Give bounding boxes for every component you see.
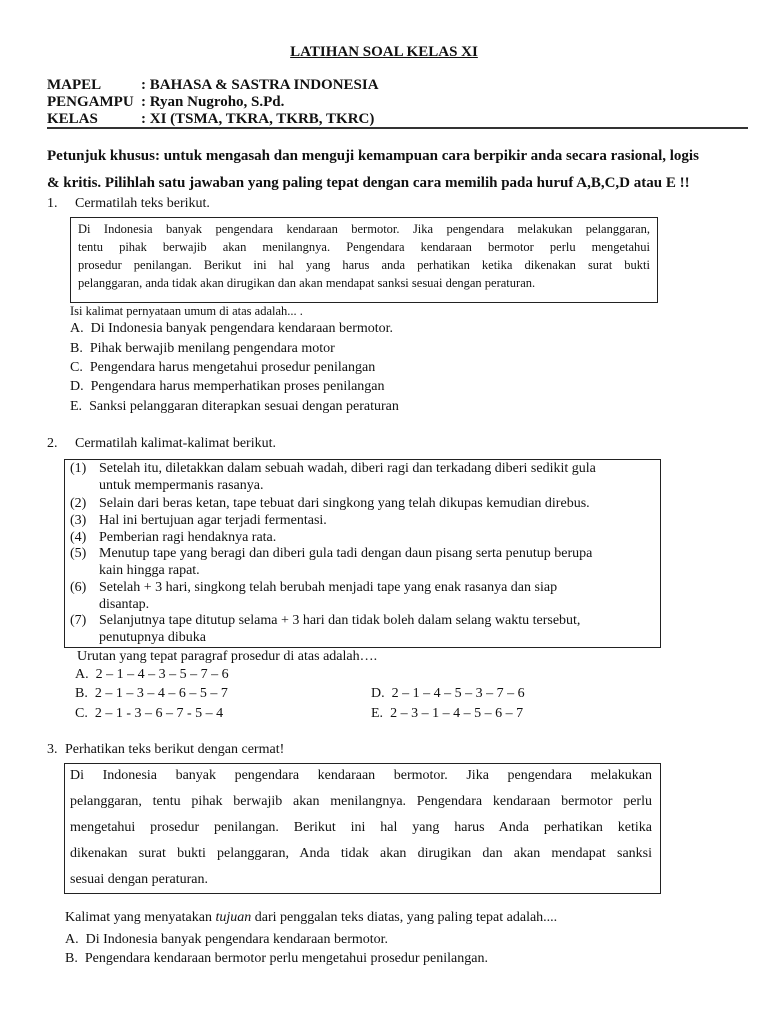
q2-option-b[interactable] bbox=[75, 687, 228, 701]
document-title: LATIHAN SOAL KELAS XI bbox=[290, 44, 478, 60]
option-text: 2 – 1 – 4 – 5 – 3 – 7 – 6 bbox=[391, 686, 525, 701]
q2-option-e[interactable] bbox=[371, 707, 523, 721]
q2-item-line: disantap. bbox=[99, 597, 150, 612]
q1-option-a[interactable] bbox=[70, 322, 393, 336]
q3-text-line: mengetahui prosedur penilangan. Berikut ini hal yang harus Anda perhatikan ketika bbox=[70, 820, 652, 835]
option-letter: E. bbox=[70, 399, 83, 414]
q2-item-num: (3) bbox=[70, 513, 87, 528]
q2-item-line: Selanjutnya tape ditutup selama + 3 hari dan tidak boleh dalam selang waktu tersebut, bbox=[99, 613, 581, 628]
q2-item-num: (4) bbox=[70, 530, 87, 545]
option-text: 2 – 1 – 3 – 4 – 6 – 5 – 7 bbox=[94, 686, 228, 701]
q2-question: Urutan yang tepat paragraf prosedur di atas adalah…. bbox=[77, 649, 378, 664]
header-value-pengampu: : Ryan Nugroho, S.Pd. bbox=[141, 94, 285, 110]
q2-item-line: Menutup tape yang beragi dan diberi gula tadi dengan daun pisang serta penutup berupa bbox=[99, 546, 593, 561]
q1-text-line: Di Indonesia banyak pengendara kendaraan bermotor. Jika pengendara melakukan pelanggaran, bbox=[78, 222, 650, 236]
option-text: 2 – 3 – 1 – 4 – 5 – 6 – 7 bbox=[390, 706, 524, 721]
header-divider bbox=[47, 127, 748, 129]
q2-item-num: (5) bbox=[70, 546, 87, 561]
q2-item-num: (7) bbox=[70, 613, 87, 628]
q1-text-line: tentu pihak berwajib akan menilangnya. Pengendara kendaraan bermotor perlu mengetahui bbox=[78, 240, 650, 254]
option-letter: A. bbox=[70, 321, 84, 336]
q3-option-b[interactable] bbox=[65, 952, 488, 966]
q3-text-line: Di Indonesia banyak pengendara kendaraan bermotor. Jika pengendara melakukan bbox=[70, 768, 652, 783]
option-text: 2 – 1 – 4 – 3 – 5 – 7 – 6 bbox=[95, 667, 229, 682]
q3-text-line: pelanggaran, tentu pihak berwajib akan menilangnya. Pengendara kendaraan bermotor perlu bbox=[70, 794, 652, 809]
q3-text-line: sesuai dengan peraturan. bbox=[70, 872, 208, 887]
q1-text-line: prosedur penilangan. Berikut ini hal yang harus anda perhatikan ketika dikenakan surat bukti bbox=[78, 258, 650, 272]
option-letter: D. bbox=[371, 686, 385, 701]
q2-item-line: Hal ini bertujuan agar terjadi fermentasi. bbox=[99, 513, 327, 528]
q2-item-line: Setelah + 3 hari, singkong telah berubah menjadi tape yang enak rasanya dan siap bbox=[99, 580, 558, 595]
q3-text-line: dikenakan surat bukti pelanggaran, Anda tidak akan dirugikan dan akan mendapat sanksi bbox=[70, 846, 652, 861]
q1-number: 1. bbox=[47, 196, 58, 211]
header-value-mapel: : BAHASA & SASTRA INDONESIA bbox=[141, 77, 379, 93]
option-text: 2 – 1 - 3 – 6 – 7 - 5 – 4 bbox=[94, 706, 224, 721]
option-letter: C. bbox=[75, 706, 88, 721]
option-letter: B. bbox=[65, 951, 78, 966]
header-label-mapel: MAPEL bbox=[47, 77, 102, 93]
q2-item-line: Selain dari beras ketan, tape tebuat dari singkong yang telah dikupas kemudian direbus. bbox=[99, 496, 590, 511]
q1-text-line: pelanggaran, anda tidak akan dirugikan dan akan mendapat sanksi sesuai dengan peraturan. bbox=[78, 276, 536, 290]
option-text: Pengendara harus memperhatikan proses penilangan bbox=[90, 379, 385, 394]
q2-item-line: kain hingga rapat. bbox=[99, 563, 200, 578]
q2-prompt: Cermatilah kalimat-kalimat berikut. bbox=[75, 436, 276, 451]
q1-option-d[interactable] bbox=[70, 380, 385, 394]
option-letter: A. bbox=[75, 667, 89, 682]
q2-item-line: untuk mempermanis rasanya. bbox=[99, 478, 264, 493]
option-text: Di Indonesia banyak pengendara kendaraan bermotor. bbox=[90, 321, 394, 336]
header-label-kelas: KELAS bbox=[47, 111, 98, 127]
instructions-line-1: Petunjuk khusus: untuk mengasah dan menguji kemampuan cara berpikir anda secara rasional, logis bbox=[47, 148, 699, 164]
option-letter: E. bbox=[371, 706, 384, 721]
q1-option-c[interactable] bbox=[70, 361, 375, 375]
option-text: Pihak berwajib menilang pengendara motor bbox=[89, 341, 335, 356]
q2-item-line: Pemberian ragi hendaknya rata. bbox=[99, 530, 277, 545]
q3-question-pre: Kalimat yang menyatakan bbox=[65, 910, 216, 925]
option-text: Di Indonesia banyak pengendara kendaraan bermotor. bbox=[85, 932, 389, 947]
q2-number: 2. bbox=[47, 436, 58, 451]
instructions-line-2: & kritis. Pilihlah satu jawaban yang paling tepat dengan cara memilih pada huruf A,B,C,D atau E !! bbox=[47, 175, 690, 191]
q1-option-b[interactable] bbox=[70, 342, 335, 356]
q2-option-c[interactable] bbox=[75, 707, 223, 721]
q2-item-line: Setelah itu, diletakkan dalam sebuah wadah, diberi ragi dan terkadang diberi sedikit gula bbox=[99, 461, 596, 476]
q1-prompt: Cermatilah teks berikut. bbox=[75, 196, 210, 211]
q2-item-num: (6) bbox=[70, 580, 87, 595]
q3-prompt: Perhatikan teks berikut dengan cermat! bbox=[65, 742, 285, 757]
option-letter: B. bbox=[75, 686, 88, 701]
q2-item-num: (2) bbox=[70, 496, 87, 511]
option-text: Pengendara harus mengetahui prosedur penilangan bbox=[89, 360, 376, 375]
header-label-pengampu: PENGAMPU bbox=[47, 94, 134, 110]
q1-question: Isi kalimat pernyataan umum di atas adalah... . bbox=[70, 304, 303, 318]
option-letter: B. bbox=[70, 341, 83, 356]
q2-option-d[interactable] bbox=[371, 687, 525, 701]
q3-number: 3. bbox=[47, 742, 58, 757]
q3-question bbox=[65, 911, 557, 925]
option-letter: A. bbox=[65, 932, 79, 947]
option-letter: C. bbox=[70, 360, 83, 375]
option-text: Pengendara kendaraan bermotor perlu mengetahui prosedur penilangan. bbox=[84, 951, 488, 966]
q3-question-post: dari penggalan teks diatas, yang paling tepat adalah.... bbox=[251, 910, 558, 925]
q3-question-em: tujuan bbox=[215, 910, 252, 925]
q2-item-num: (1) bbox=[70, 461, 87, 476]
q2-option-a[interactable] bbox=[75, 668, 229, 682]
q2-item-line: penutupnya dibuka bbox=[99, 630, 206, 645]
option-letter: D. bbox=[70, 379, 84, 394]
q3-option-a[interactable] bbox=[65, 933, 388, 947]
option-text: Sanksi pelanggaran diterapkan sesuai dengan peraturan bbox=[89, 399, 399, 414]
header-value-kelas: : XI (TSMA, TKRA, TKRB, TKRC) bbox=[141, 111, 375, 127]
q1-option-e[interactable] bbox=[70, 400, 399, 414]
